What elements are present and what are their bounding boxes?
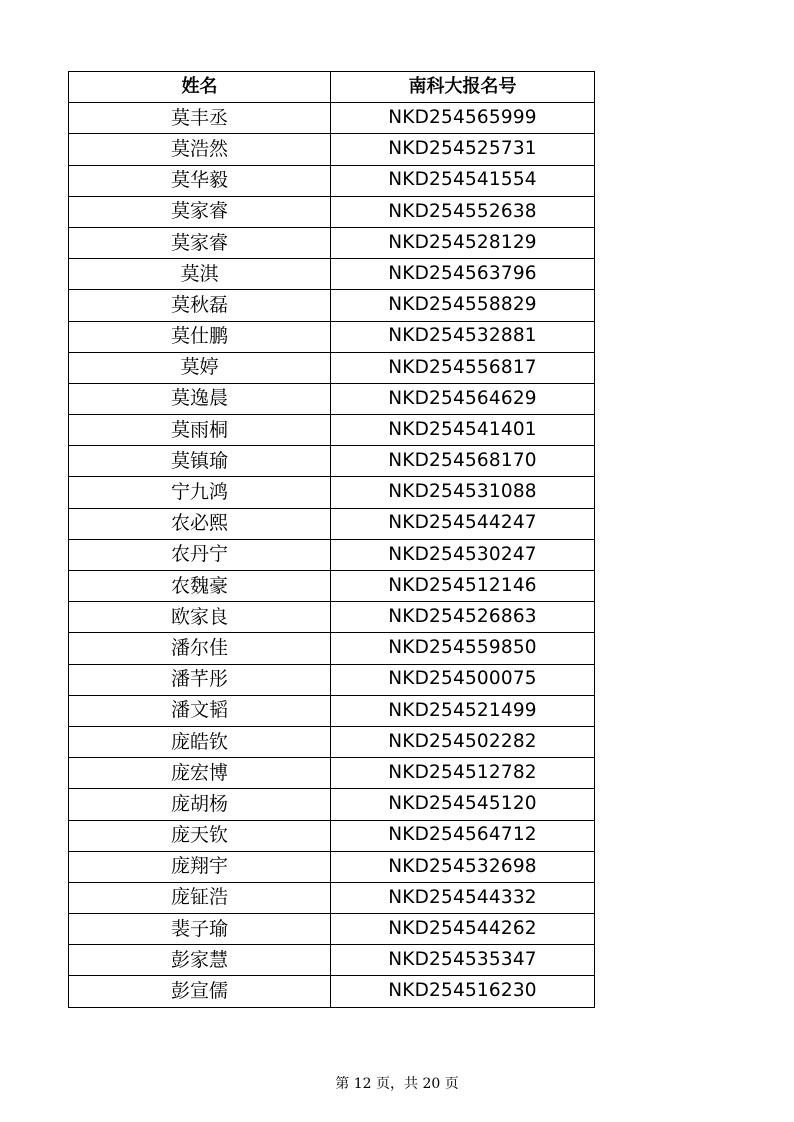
table-row bbox=[69, 383, 595, 414]
table-row bbox=[69, 726, 595, 757]
student-name: 庞宏博 bbox=[69, 758, 331, 789]
student-name: 莫家睿 bbox=[69, 227, 331, 258]
student-name: 莫家睿 bbox=[69, 196, 331, 227]
student-name: 庞钲浩 bbox=[69, 882, 331, 913]
registration-number: NKD254512782 bbox=[331, 758, 595, 789]
table-row bbox=[69, 664, 595, 695]
registration-number: NKD254545120 bbox=[331, 789, 595, 820]
registration-number: NKD254528129 bbox=[331, 227, 595, 258]
student-name: 庞天钦 bbox=[69, 820, 331, 851]
student-name: 庞皓钦 bbox=[69, 726, 331, 757]
registration-number: NKD254552638 bbox=[331, 196, 595, 227]
table-row bbox=[69, 820, 595, 851]
page-footer: 第 12 页，共 20 页 bbox=[335, 1076, 459, 1092]
student-name: 庞胡杨 bbox=[69, 789, 331, 820]
registration-number: NKD254564629 bbox=[331, 383, 595, 414]
registration-number: NKD254502282 bbox=[331, 726, 595, 757]
header-name: 姓名 bbox=[69, 72, 331, 103]
table-row bbox=[69, 758, 595, 789]
registration-number: NKD254568170 bbox=[331, 446, 595, 477]
registration-number: NKD254512146 bbox=[331, 571, 595, 602]
student-name: 欧家良 bbox=[69, 602, 331, 633]
registration-number: NKD254526863 bbox=[331, 602, 595, 633]
registration-number: NKD254558829 bbox=[331, 290, 595, 321]
registration-table-container bbox=[68, 71, 594, 1008]
student-name: 潘文韬 bbox=[69, 695, 331, 726]
registration-number: NKD254564712 bbox=[331, 820, 595, 851]
table-row bbox=[69, 976, 595, 1007]
registration-table bbox=[68, 71, 595, 1008]
student-name: 庞翔宇 bbox=[69, 851, 331, 882]
student-name: 彭家慧 bbox=[69, 945, 331, 976]
student-name: 农必熙 bbox=[69, 508, 331, 539]
student-name: 潘芊彤 bbox=[69, 664, 331, 695]
table-row bbox=[69, 352, 595, 383]
student-name: 莫淇 bbox=[69, 259, 331, 290]
table-row bbox=[69, 446, 595, 477]
registration-number: NKD254532698 bbox=[331, 851, 595, 882]
table-row bbox=[69, 945, 595, 976]
registration-number: NKD254544247 bbox=[331, 508, 595, 539]
student-name: 农魏豪 bbox=[69, 571, 331, 602]
registration-number: NKD254541554 bbox=[331, 165, 595, 196]
registration-number: NKD254559850 bbox=[331, 633, 595, 664]
header-row bbox=[69, 72, 595, 103]
registration-number: NKD254500075 bbox=[331, 664, 595, 695]
table-row bbox=[69, 633, 595, 664]
registration-number: NKD254516230 bbox=[331, 976, 595, 1007]
student-name: 宁九鸿 bbox=[69, 477, 331, 508]
student-name: 莫雨桐 bbox=[69, 415, 331, 446]
table-row bbox=[69, 508, 595, 539]
registration-number: NKD254530247 bbox=[331, 539, 595, 570]
student-name: 农丹宁 bbox=[69, 539, 331, 570]
header-registration-number: 南科大报名号 bbox=[331, 72, 595, 103]
table-row bbox=[69, 602, 595, 633]
registration-number: NKD254544332 bbox=[331, 882, 595, 913]
table-row bbox=[69, 571, 595, 602]
student-name: 莫丰丞 bbox=[69, 103, 331, 134]
student-name: 裴子瑜 bbox=[69, 914, 331, 945]
table-row bbox=[69, 165, 595, 196]
student-name: 莫华毅 bbox=[69, 165, 331, 196]
table-row bbox=[69, 103, 595, 134]
registration-number: NKD254532881 bbox=[331, 321, 595, 352]
student-name: 莫镇瑜 bbox=[69, 446, 331, 477]
table-row bbox=[69, 321, 595, 352]
table-row bbox=[69, 134, 595, 165]
table-row bbox=[69, 851, 595, 882]
table-row bbox=[69, 882, 595, 913]
student-name: 莫仕鹏 bbox=[69, 321, 331, 352]
table-row bbox=[69, 259, 595, 290]
table-row bbox=[69, 789, 595, 820]
table-row bbox=[69, 539, 595, 570]
table-row bbox=[69, 415, 595, 446]
table-body bbox=[69, 103, 595, 1007]
table-row bbox=[69, 477, 595, 508]
registration-number: NKD254563796 bbox=[331, 259, 595, 290]
registration-number: NKD254531088 bbox=[331, 477, 595, 508]
table-row bbox=[69, 227, 595, 258]
student-name: 莫婷 bbox=[69, 352, 331, 383]
registration-number: NKD254565999 bbox=[331, 103, 595, 134]
table-row bbox=[69, 290, 595, 321]
student-name: 彭宣儒 bbox=[69, 976, 331, 1007]
registration-number: NKD254556817 bbox=[331, 352, 595, 383]
student-name: 莫秋磊 bbox=[69, 290, 331, 321]
registration-number: NKD254541401 bbox=[331, 415, 595, 446]
registration-number: NKD254535347 bbox=[331, 945, 595, 976]
registration-number: NKD254521499 bbox=[331, 695, 595, 726]
registration-number: NKD254544262 bbox=[331, 914, 595, 945]
student-name: 潘尔佳 bbox=[69, 633, 331, 664]
student-name: 莫逸晨 bbox=[69, 383, 331, 414]
student-name: 莫浩然 bbox=[69, 134, 331, 165]
table-row bbox=[69, 695, 595, 726]
table-header bbox=[69, 72, 595, 103]
registration-number: NKD254525731 bbox=[331, 134, 595, 165]
table-row bbox=[69, 914, 595, 945]
table-row bbox=[69, 196, 595, 227]
